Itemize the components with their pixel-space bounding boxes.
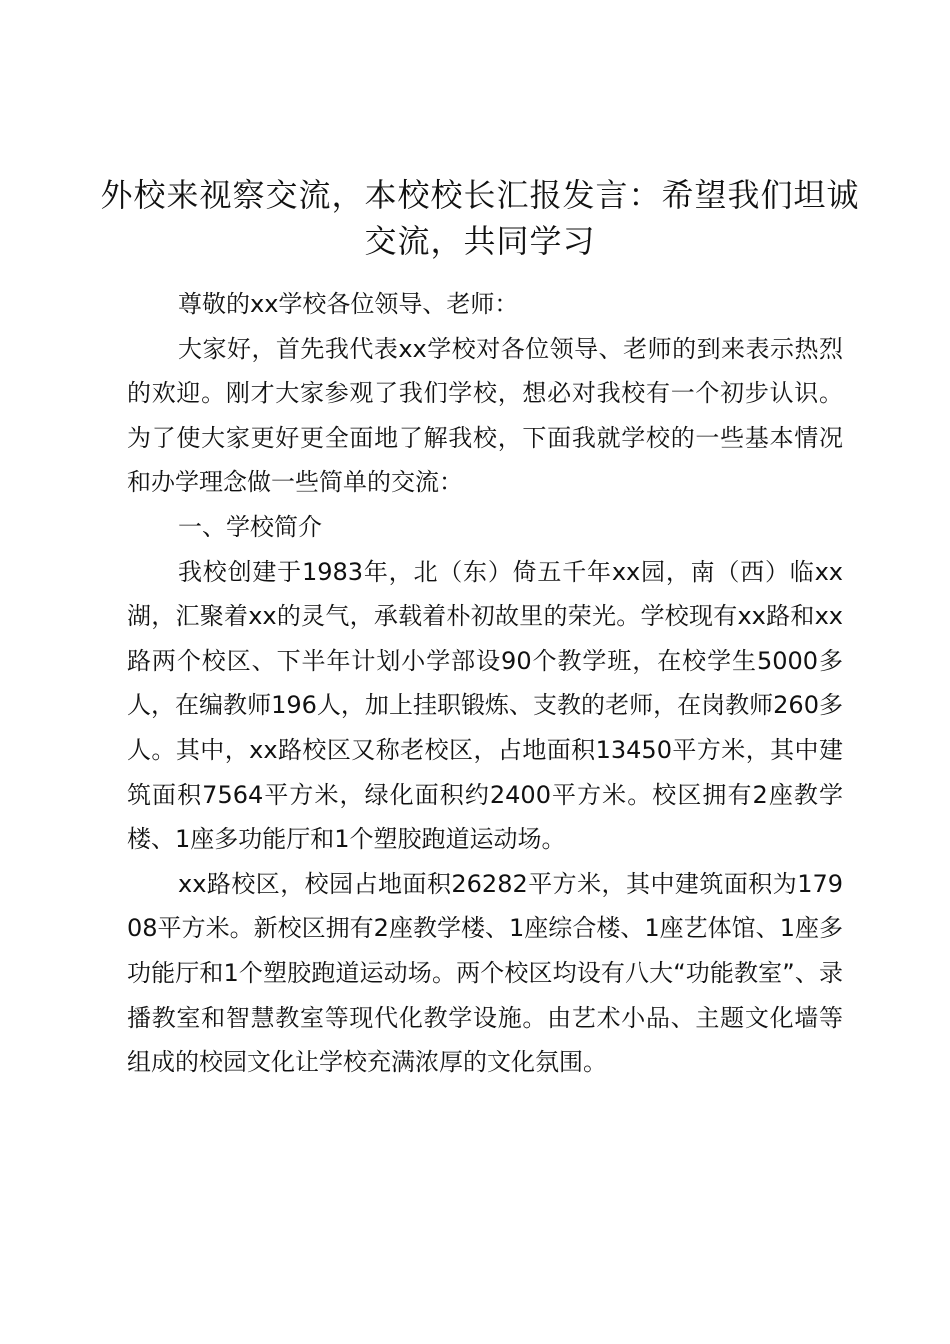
document-body (127, 282, 843, 1085)
greeting-paragraph: 大家好，首先我代表xx学校对各位领导、老师的到来表示热烈的欢迎。刚才大家参观了我们学校，想必对我校有一个初步认识。为了使大家更好更全面地了解我校，下面我就学校的一些基本情况和办学理念做一些简单的交流： (127, 334, 843, 497)
document-title: 外校来视察交流，本校校长汇报发言：希望我们坦诚交流，共同学习 (100, 176, 860, 260)
section-heading: 一、学校简介 (178, 512, 322, 541)
new-campus-paragraph: xx路校区，校园占地面积26282平方米，其中建筑面积为17908平方米。新校区拥有2座教学楼、1座综合楼、1座艺体馆、1座多功能厅和1个塑胶跑道运动场。两个校区均设有八大“功能教室”、录播教室和智慧教室等现代化教学设施。由艺术小品、主题文化墙等组成的校园文化让学校充满浓厚的文化氛围。 (127, 869, 843, 1077)
school-intro-paragraph: 我校创建于1983年，北（东）倚五千年xx园，南（西）临xx湖，汇聚着xx的灵气，承载着朴初故里的荣光。学校现有xx路和xx路两个校区、下半年计划小学部设90个教学班，在校学生5000多人，在编教师196人，加上挂职锻炼、支教的老师，在岗教师260多人。其中，xx路校区又称老校区，占地面积13450平方米，其中建筑面积7564平方米，绿化面积约2400平方米。校区拥有2座教学楼、1座多功能厅和1个塑胶跑道运动场。 (127, 557, 843, 854)
salutation-paragraph: 尊敬的xx学校各位领导、老师： (178, 290, 519, 318)
